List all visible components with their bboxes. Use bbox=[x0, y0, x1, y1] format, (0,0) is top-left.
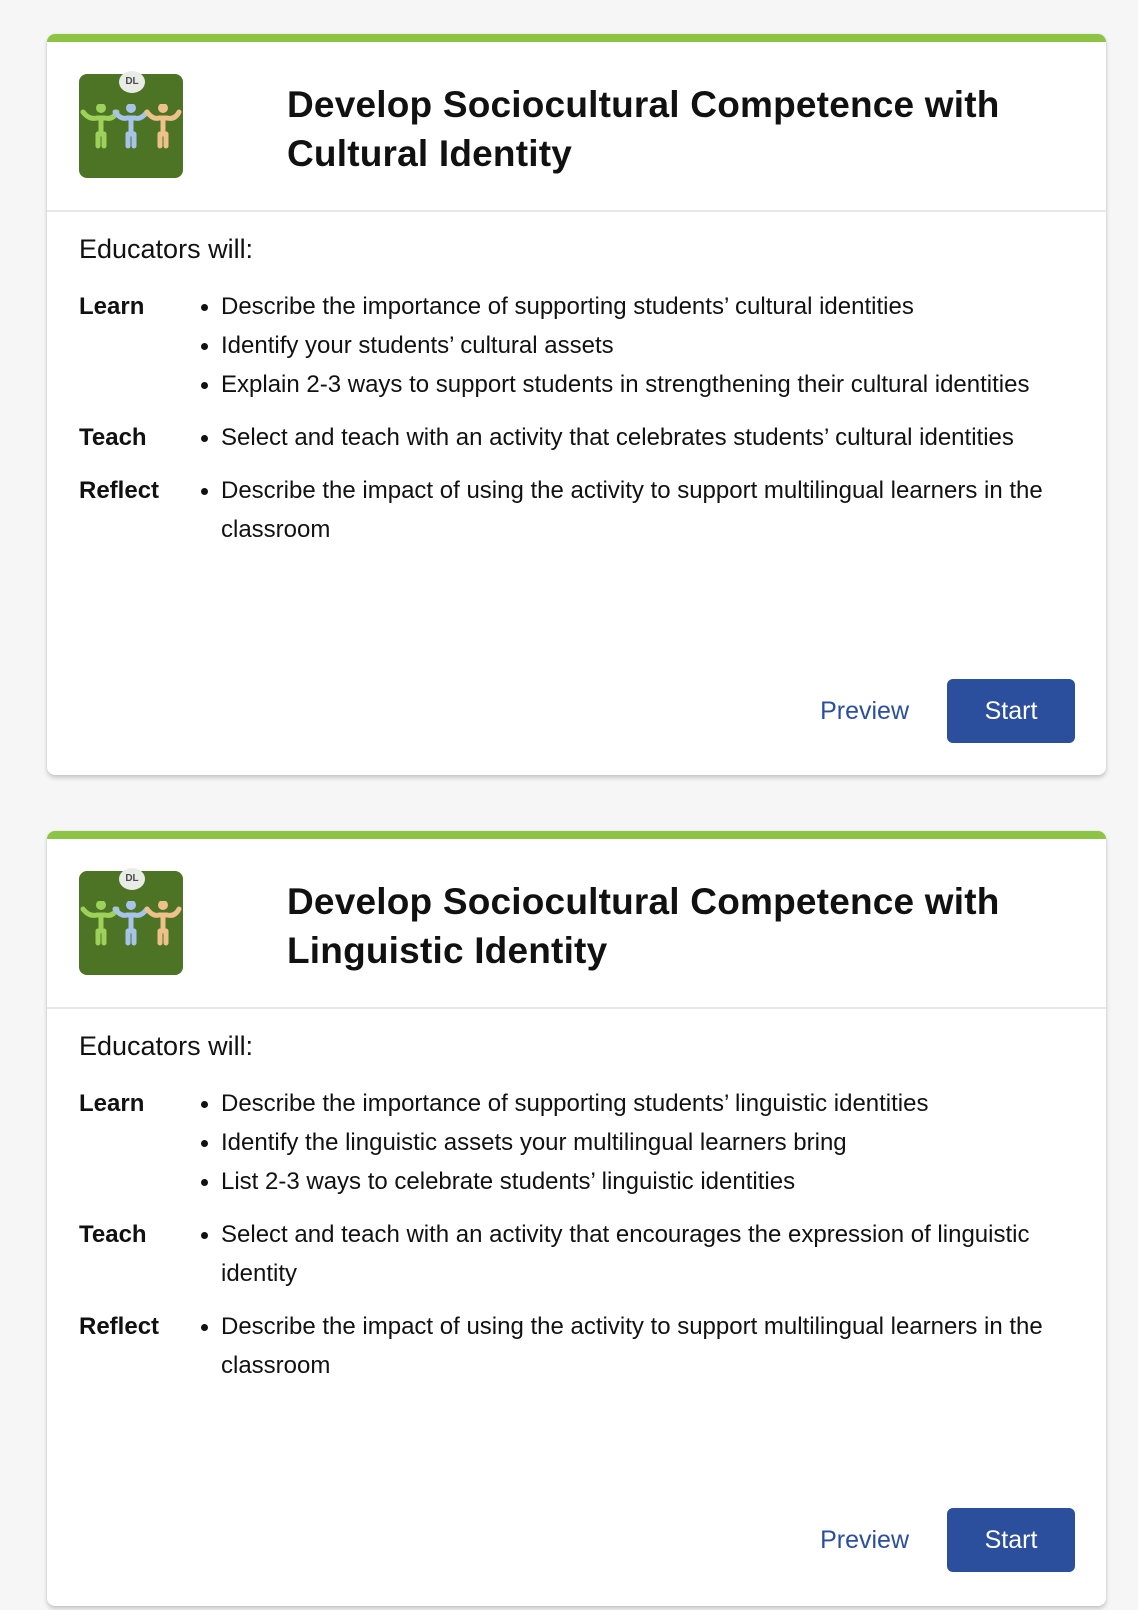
course-card-linguistic-identity bbox=[47, 831, 1106, 1606]
card-actions bbox=[814, 679, 1075, 743]
course-title: Develop Sociocultural Competence with Cultural Identity bbox=[287, 84, 1000, 174]
card-body bbox=[47, 212, 1106, 549]
card-body bbox=[47, 1009, 1106, 1385]
list-item: Select and teach with an activity that encourages the expression of linguistic identity bbox=[221, 1215, 1074, 1293]
section-teach bbox=[79, 1215, 1074, 1293]
list-item: Select and teach with an activity that celebrates students’ cultural identities bbox=[221, 418, 1014, 457]
card-actions bbox=[814, 1508, 1075, 1572]
three-people-arms-raised-icon bbox=[79, 104, 183, 154]
list-item: Describe the impact of using the activity to support multilingual learners in the classroom bbox=[221, 1307, 1074, 1385]
section-learn bbox=[79, 287, 1074, 404]
list-item: List 2-3 ways to celebrate students’ linguistic identities bbox=[221, 1162, 928, 1201]
course-title: Develop Sociocultural Competence with Linguistic Identity bbox=[287, 881, 1000, 971]
list-item: Describe the impact of using the activity to support multilingual learners in the classroom bbox=[221, 471, 1074, 549]
start-button[interactable]: Start bbox=[947, 1508, 1075, 1572]
section-label: Teach bbox=[79, 424, 147, 451]
dl-badge: DL bbox=[119, 868, 145, 890]
card-header bbox=[47, 42, 1106, 212]
dl-badge: DL bbox=[119, 71, 145, 93]
section-label: Reflect bbox=[79, 477, 160, 504]
list-item: Describe the importance of supporting students’ cultural identities bbox=[221, 287, 1029, 326]
preview-button[interactable]: Preview bbox=[814, 696, 915, 727]
course-icon bbox=[79, 74, 183, 178]
card-accent-bar bbox=[47, 34, 1106, 42]
section-learn bbox=[79, 1084, 1074, 1201]
course-icon bbox=[79, 871, 183, 975]
section-label: Learn bbox=[79, 1090, 145, 1117]
start-button[interactable]: Start bbox=[947, 679, 1075, 743]
card-accent-bar bbox=[47, 831, 1106, 839]
section-reflect bbox=[79, 471, 1074, 549]
list-item: Identify your students’ cultural assets bbox=[221, 326, 1029, 365]
preview-button[interactable]: Preview bbox=[814, 1525, 915, 1556]
section-teach bbox=[79, 418, 1074, 457]
section-label: Teach bbox=[79, 1221, 147, 1248]
card-header bbox=[47, 839, 1106, 1009]
section-label: Learn bbox=[79, 293, 145, 320]
course-card-cultural-identity bbox=[47, 34, 1106, 775]
list-item: Identify the linguistic assets your multilingual learners bring bbox=[221, 1123, 928, 1162]
educators-will-heading: Educators will: bbox=[79, 1031, 254, 1061]
list-item: Explain 2-3 ways to support students in strengthening their cultural identities bbox=[221, 365, 1029, 404]
list-item: Describe the importance of supporting students’ linguistic identities bbox=[221, 1084, 928, 1123]
section-label: Reflect bbox=[79, 1313, 160, 1340]
three-people-arms-raised-icon bbox=[79, 901, 183, 951]
section-reflect bbox=[79, 1307, 1074, 1385]
educators-will-heading: Educators will: bbox=[79, 234, 254, 264]
